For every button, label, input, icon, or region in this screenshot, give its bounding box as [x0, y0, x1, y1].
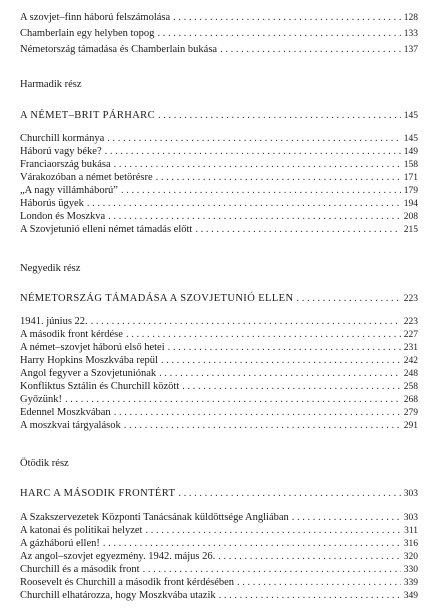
- dot-leader: [182, 380, 401, 393]
- toc-entry-title: Chamberlain egy helyben topog: [20, 28, 155, 39]
- toc-entry-title: Roosevelt és Churchill a második front kérdésében: [20, 577, 235, 588]
- part-section-heading: [20, 487, 418, 501]
- section-title: A NÉMET–BRIT PÁRHARC: [20, 110, 155, 121]
- dot-leader: [105, 145, 401, 158]
- toc-entry: [20, 171, 418, 185]
- toc-entry-title: Churchill kormánya: [20, 133, 105, 144]
- toc-entry-page: 231: [403, 343, 418, 353]
- dot-leader: [220, 43, 401, 56]
- dot-leader: [114, 406, 401, 419]
- toc-entry: [20, 341, 418, 355]
- dot-leader: [156, 171, 401, 184]
- dot-leader: [195, 223, 400, 236]
- toc-entry-page: 223: [403, 317, 418, 327]
- dot-leader: [292, 511, 401, 524]
- toc-entry: [20, 576, 418, 590]
- toc-entry-title: A szovjet–finn háború felszámolása: [20, 12, 171, 23]
- toc-entry: [20, 393, 418, 407]
- toc-entry: [20, 11, 418, 25]
- dot-leader: [173, 11, 401, 24]
- toc-entry-page: 194: [403, 199, 418, 209]
- toc-entry-page: 179: [403, 186, 418, 196]
- toc-entry-page: 330: [403, 565, 418, 575]
- toc-entry-page: 316: [403, 539, 418, 549]
- toc-entry: [20, 563, 418, 577]
- toc-entry-page: 320: [403, 552, 418, 562]
- dot-leader: [158, 109, 401, 122]
- toc-entry-title: A gázháború ellen!: [20, 538, 100, 549]
- dot-leader: [103, 537, 401, 550]
- toc-entry-page: 227: [403, 330, 418, 340]
- toc-entry: [20, 27, 418, 41]
- dot-leader: [161, 354, 401, 367]
- dot-leader: [114, 158, 401, 171]
- toc-entry-page: 171: [403, 173, 418, 183]
- toc-entry-page: 133: [403, 29, 418, 39]
- toc-entry-title: Edennel Moszkvában: [20, 407, 111, 418]
- toc-entry-title: Németország támadása és Chamberlain bukása: [20, 44, 218, 55]
- toc-entry: [20, 223, 418, 237]
- dot-leader: [87, 197, 401, 210]
- toc-entry-page: 149: [403, 147, 418, 157]
- part-section-heading: [20, 292, 418, 306]
- section-title: NÉMETORSZÁG TÁMADÁSA A SZOVJETUNIÓ ELLEN: [20, 293, 294, 304]
- toc-entry-title: Várakozóban a német betörésre: [20, 172, 153, 183]
- part-label: Negyedik rész: [20, 263, 81, 274]
- part-section-heading: [20, 109, 418, 123]
- toc-entry-page: 339: [403, 578, 418, 588]
- dot-leader: [159, 367, 401, 380]
- toc-entry: [20, 537, 418, 551]
- toc-entry-title: A Szakszervezetek Központi Tanácsának küldöttsége Angliában: [20, 512, 289, 523]
- section-page: 303: [403, 489, 418, 499]
- toc-entry: [20, 132, 418, 146]
- dot-leader: [219, 589, 401, 602]
- toc-entry-title: A katonai és politikai helyzet: [20, 525, 143, 536]
- toc-entry-page: 279: [403, 408, 418, 418]
- toc-entry: [20, 328, 418, 342]
- toc-entry-title: „A nagy villámháború”: [20, 185, 118, 196]
- toc-entry-page: 137: [403, 45, 418, 55]
- toc-entry-title: A Szovjetunió elleni német támadás előtt: [20, 224, 193, 235]
- toc-entry: [20, 380, 418, 394]
- toc-entry-title: Az angol–szovjet egyezmény. 1942. május 26.: [20, 551, 216, 562]
- part-label: Ötödik rész: [20, 458, 69, 469]
- dot-leader: [143, 563, 401, 576]
- toc-entry: [20, 210, 418, 224]
- toc-entry-title: Konfliktus Sztálin és Churchill között: [20, 381, 180, 392]
- toc-entry-title: A német–szovjet háború első hetei: [20, 342, 165, 353]
- section-page: 145: [403, 111, 418, 121]
- toc-entry-page: 128: [403, 13, 418, 23]
- dot-leader: [296, 292, 400, 305]
- toc-entry: [20, 367, 418, 381]
- toc-entry-page: 349: [403, 591, 418, 601]
- dot-leader: [124, 419, 401, 432]
- toc-entry: [20, 184, 418, 198]
- toc-entry-title: Háborús ügyek: [20, 198, 84, 209]
- dot-leader: [157, 27, 400, 40]
- toc-entry-page: 242: [403, 356, 418, 366]
- toc-entry-page: 248: [403, 369, 418, 379]
- toc-entry: [20, 524, 418, 538]
- dot-leader: [108, 210, 401, 223]
- toc-entry-page: 208: [403, 212, 418, 222]
- toc-entry-title: Churchill elhatározza, hogy Moszkvába utazik: [20, 590, 216, 601]
- dot-leader: [65, 393, 401, 406]
- dot-leader: [168, 341, 401, 354]
- toc-entry: [20, 145, 418, 159]
- part-label: Harmadik rész: [20, 79, 82, 90]
- section-title: HARC A MÁSODIK FRONTÉRT: [20, 488, 176, 499]
- dot-leader: [107, 132, 400, 145]
- dot-leader: [178, 487, 400, 500]
- toc-entry: [20, 550, 418, 564]
- dot-leader: [145, 524, 401, 537]
- toc-entry-page: 303: [403, 513, 418, 523]
- toc-entry-page: 258: [403, 382, 418, 392]
- dot-leader: [121, 184, 401, 197]
- toc-entry-title: Háború vagy béke?: [20, 146, 102, 157]
- toc-entry: [20, 406, 418, 420]
- section-page: 223: [403, 294, 418, 304]
- toc-entry-page: 158: [403, 160, 418, 170]
- dot-leader: [237, 576, 401, 589]
- toc-entry-page: 145: [403, 134, 418, 144]
- toc-entry-page: 215: [403, 225, 418, 235]
- toc-entry-title: A második front kérdése: [20, 329, 123, 340]
- toc-entry-page: 268: [403, 395, 418, 405]
- toc-entry: [20, 197, 418, 211]
- dot-leader: [126, 328, 401, 341]
- toc-entry-title: 1941. június 22.: [20, 316, 88, 327]
- dot-leader: [218, 550, 400, 563]
- toc-entry-title: Angol fegyver a Szovjetuniónak: [20, 368, 157, 379]
- toc-entry-page: 311: [404, 526, 418, 536]
- toc-entry-title: London és Moszkva: [20, 211, 106, 222]
- toc-entry: [20, 589, 418, 603]
- toc-entry-page: 291: [403, 421, 418, 431]
- toc-entry-title: A moszkvai tárgyalások: [20, 420, 121, 431]
- toc-entry: [20, 419, 418, 433]
- toc-entry-title: Harry Hopkins Moszkvába repül: [20, 355, 158, 366]
- toc-entry: [20, 511, 418, 525]
- toc-entry: [20, 354, 418, 368]
- toc-entry: [20, 315, 418, 329]
- toc-entry-title: Franciaország bukása: [20, 159, 111, 170]
- toc-entry: [20, 158, 418, 172]
- toc-entry: [20, 43, 418, 57]
- toc-entry-title: Churchill és a második front: [20, 564, 140, 575]
- dot-leader: [91, 315, 401, 328]
- toc-entry-title: Győzünk!: [20, 394, 62, 405]
